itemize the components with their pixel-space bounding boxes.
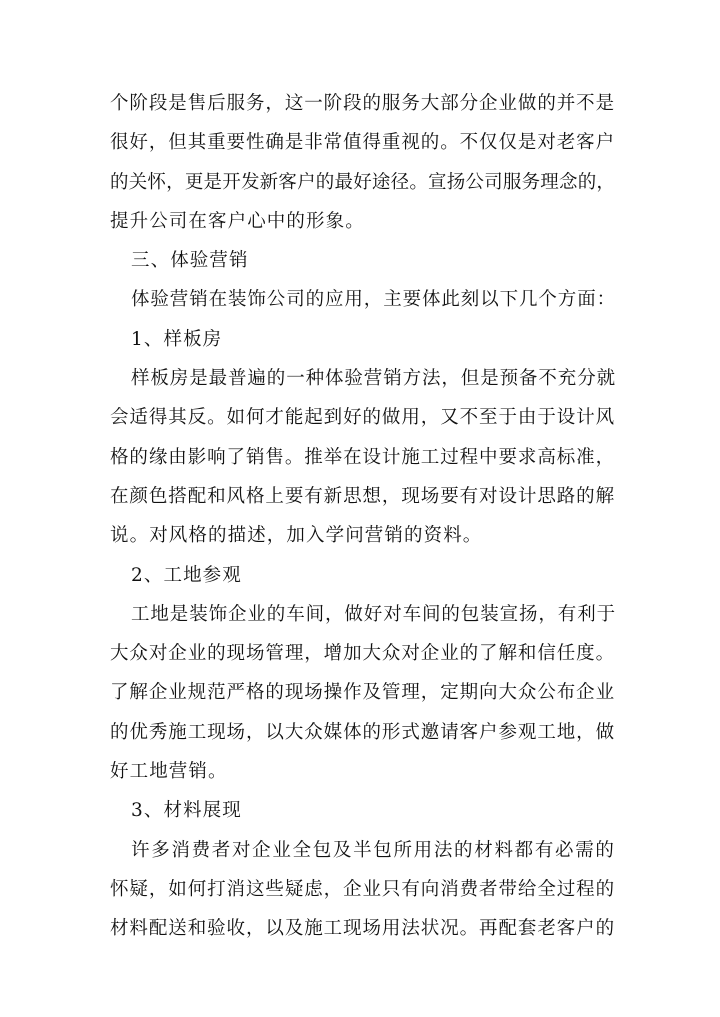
text-line: 样板房是最普遍的一种体验营销方法，但是预备不充分就 [131,368,617,390]
subsection-heading: 3、材料展现 [131,800,242,822]
text-line: 很好，但其重要性确是非常值得重视的。不仅仅是对老客户 [110,132,615,154]
text-line: 提升公司在客户心中的形象。 [110,210,365,232]
text-line: 在颜色搭配和风格上要有新思想，现场要有对设计思路的解 [110,485,615,507]
text-line: 好工地营销。 [110,761,228,783]
section-heading: 三、体验营销 [131,250,249,272]
text-line: 材料配送和验收，以及施工现场用法状况。再配套老客户的 [110,918,615,940]
text-line: 个阶段是售后服务，这一阶段的服务大部分企业做的并不是 [110,93,615,114]
text-line: 的关怀，更是开发新客户的最好途径。宣扬公司服务理念的， [110,171,615,193]
text-line: 怀疑，如何打消这些疑虑，企业只有向消费者带给全过程的 [110,878,615,900]
text-line: 大众对企业的现场管理，增加大众对企业的了解和信任度。 [110,643,615,665]
text-line: 会适得其反。如何才能起到好的做用，又不至于由于设计风 [110,407,615,429]
subsection-heading: 1、样板房 [131,328,223,350]
text-line: 的优秀施工现场，以大众媒体的形式邀请客户参观工地，做 [110,721,615,743]
text-line: 工地是装饰企业的车间，做好对车间的包装宣扬，有利于 [131,603,617,625]
text-line: 体验营销在装饰公司的应用，主要体此刻以下几个方面： [131,289,617,311]
text-line: 格的缘由影响了销售。推举在设计施工过程中要求高标准， [110,446,615,468]
text-line: 了解企业规范严格的现场操作及管理，定期向大众公布企业 [110,682,615,704]
text-line: 说。对风格的描述，加入学问营销的资料。 [110,525,483,547]
subsection-heading: 2、工地参观 [131,564,242,586]
document-body [110,84,615,949]
text-line: 许多消费者对企业全包及半包所用法的材料都有必需的 [131,839,615,861]
